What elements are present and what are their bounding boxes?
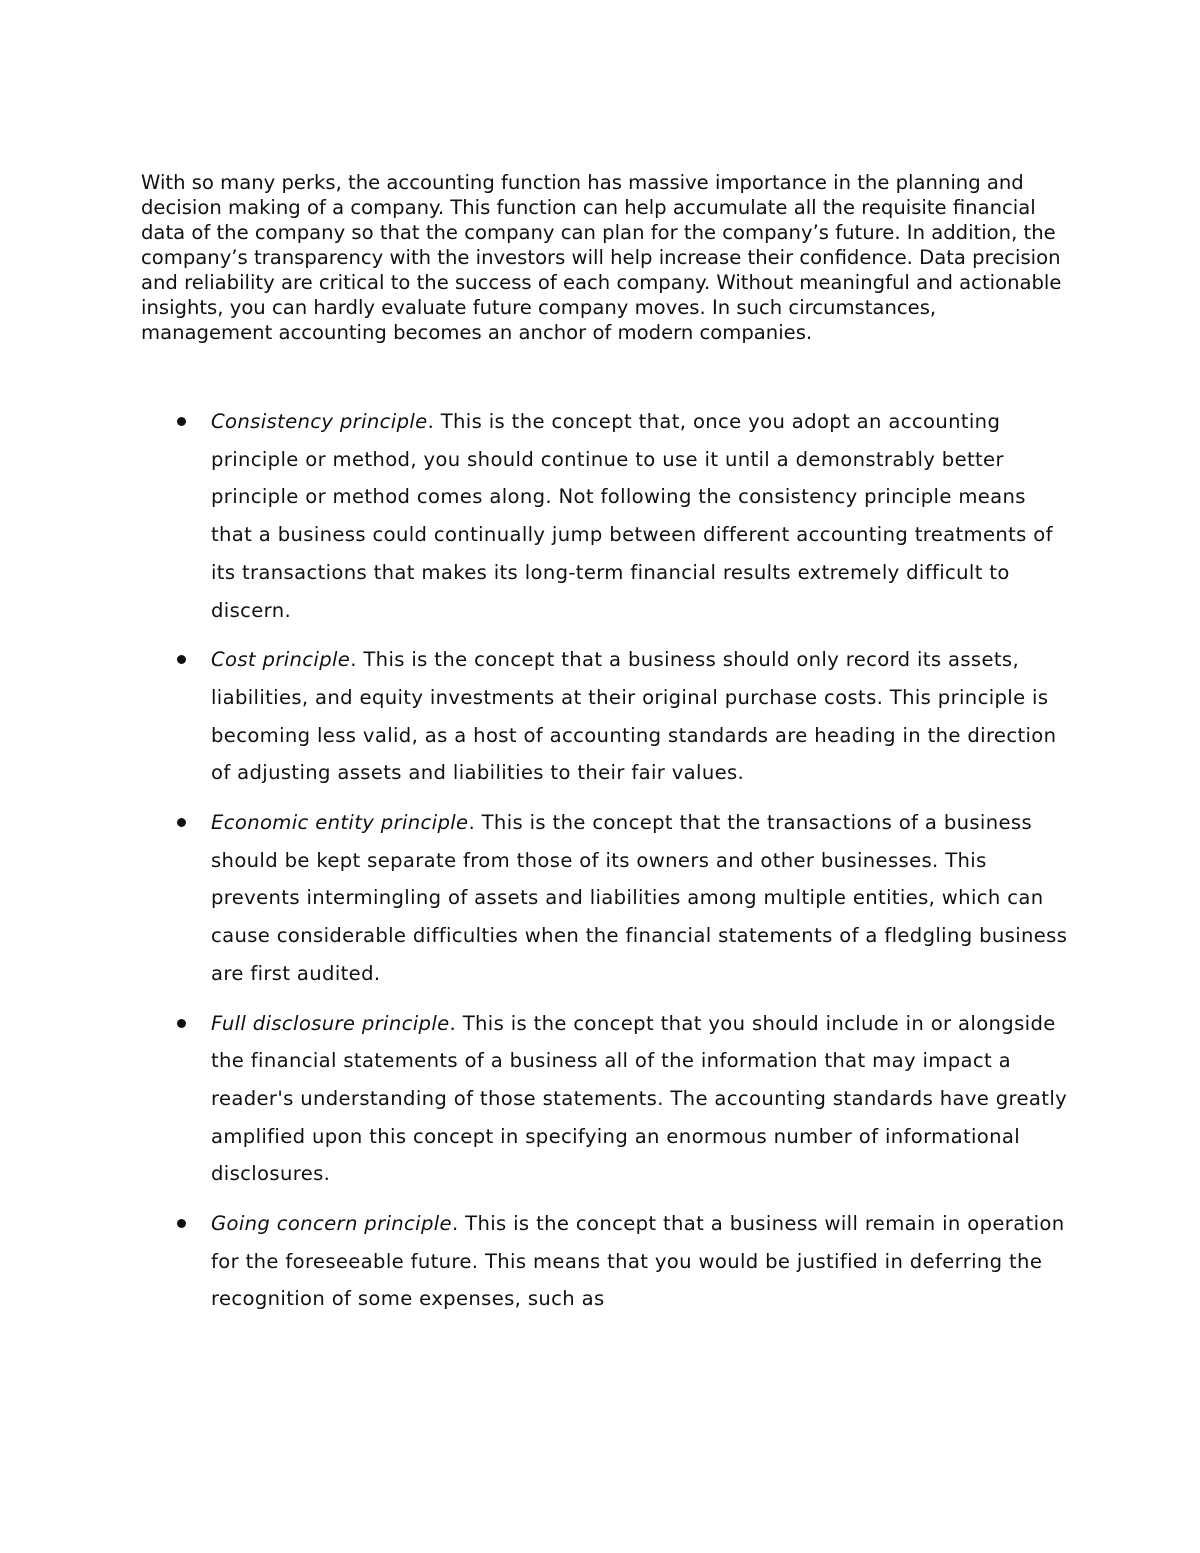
bullet-icon (177, 818, 186, 827)
principle-term: Going concern principle (211, 1212, 452, 1236)
bullet-icon (177, 655, 186, 664)
bullet-icon (177, 417, 186, 426)
bullet-icon (177, 1219, 186, 1228)
principle-item-cost (141, 641, 1071, 792)
principle-term: Full disclosure principle (211, 1011, 450, 1035)
principle-text: . This is the concept that a business will remain in operation for the foreseeable future. This means that you would be justified in deferring the recognition of some expenses, such as (211, 1212, 1065, 1311)
principle-item-consistency (141, 403, 1071, 629)
principle-text: . This is the concept that the transactions of a business should be kept separate from those of its owners and other businesses. This prevents intermingling of assets and liabilities among multiple entities, which can cause considerable difficulties when the financial statements of a fledgling business are first audited. (211, 811, 1068, 985)
principle-term: Cost principle (211, 648, 351, 672)
bullet-icon (177, 1019, 186, 1028)
principles-list (141, 403, 1071, 1330)
principle-item-full-disclosure (141, 1005, 1071, 1194)
principle-term: Economic entity principle (211, 811, 469, 835)
intro-paragraph: With so many perks, the accounting function has massive importance in the planning and decision making of a company. This function can help accumulate all the requisite financial data of the company so that the company can plan for the company’s future. In addition, the company’s transparency with the investors will help increase their confidence. Data precision and reliability are critical to the success of each company. Without meaningful and actionable insights, you can hardly evaluate future company moves. In such circumstances, management accounting becomes an anchor of modern companies. (141, 171, 1062, 344)
principle-text: . This is the concept that a business should only record its assets, liabilities, and equity investments at their original purchase costs. This principle is becoming less valid, as a host of accounting standards are heading in the direction of adjusting assets and liabilities to their fair values. (211, 648, 1057, 785)
principle-text: . This is the concept that, once you adopt an accounting principle or method, you should continue to use it until a demonstrably better principle or method comes along. Not following the consistency principle means that a business could continually jump between different accounting treatments of its transactions that makes its long-term financial results extremely difficult to discern. (211, 410, 1053, 622)
principle-item-economic-entity (141, 804, 1071, 993)
principle-item-going-concern (141, 1205, 1071, 1318)
principle-text: . This is the concept that you should include in or alongside the financial statements of a business all of the information that may impact a reader's understanding of those statements. The accounting standards have greatly amplified upon this concept in specifying an enormous number of informational disclosures. (211, 1011, 1068, 1186)
principle-term: Consistency principle (211, 410, 428, 433)
